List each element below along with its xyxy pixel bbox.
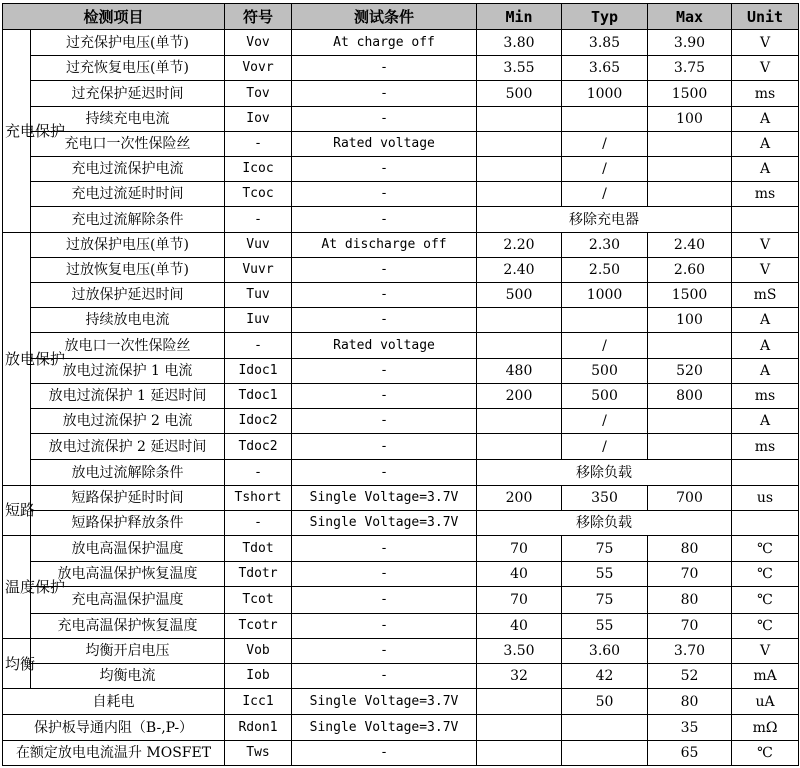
unit-cell: mΩ [732,715,799,740]
table-row [3,257,799,282]
item-name: 放电过流保护 1 电流 [31,358,225,383]
condition-cell: Single Voltage=3.7V [292,485,477,510]
symbol-cell: Tws [225,740,292,765]
max-cell [648,157,732,182]
typ-cell: 350 [562,485,648,510]
table-row [3,131,799,156]
condition-cell: Single Voltage=3.7V [292,689,477,715]
typ-cell: 3.85 [562,30,648,56]
table-row [3,613,799,638]
symbol-cell: Tov [225,81,292,106]
unit-cell [732,510,799,535]
typ-cell: / [562,131,648,156]
item-name: 放电过流保护 2 电流 [31,409,225,434]
symbol-cell: Vovr [225,56,292,81]
table-row [3,485,799,510]
item-name: 自耗电 [3,689,225,715]
max-cell: 80 [648,536,732,562]
condition-cell: - [292,157,477,182]
table-row [3,664,799,689]
typ-cell: 3.60 [562,638,648,663]
item-name: 过充恢复电压(单节) [31,56,225,81]
symbol-cell: Iov [225,106,292,131]
min-cell [477,106,562,131]
unit-cell: us [732,485,799,510]
symbol-cell: Idoc1 [225,358,292,383]
min-cell: 32 [477,664,562,689]
item-name: 过放恢复电压(单节) [31,257,225,282]
unit-cell: A [732,358,799,383]
symbol-cell: Tdotr [225,562,292,587]
min-cell [477,434,562,460]
unit-cell: ms [732,81,799,106]
symbol-cell: - [225,333,292,358]
min-cell: 2.40 [477,257,562,282]
group-label: 均衡 [3,638,31,688]
condition-cell: Rated voltage [292,131,477,156]
item-name: 放电高温保护恢复温度 [31,562,225,587]
group-label: 温度保护 [3,536,31,639]
header-row [3,4,799,30]
max-cell: 80 [648,689,732,715]
table-row [3,383,799,408]
max-cell [648,333,732,358]
min-cell: 500 [477,283,562,308]
unit-cell: ℃ [732,613,799,638]
typ-cell: 75 [562,587,648,613]
max-cell [648,131,732,156]
max-cell [648,409,732,434]
min-cell: 2.20 [477,232,562,257]
merged-value-cell: 移除充电器 [477,207,732,232]
unit-cell: uA [732,689,799,715]
max-cell: 800 [648,383,732,408]
max-cell: 100 [648,106,732,131]
condition-cell: Single Voltage=3.7V [292,510,477,535]
max-cell: 52 [648,664,732,689]
condition-cell: - [292,81,477,106]
group-label: 短路 [3,485,31,535]
symbol-cell: Tcot [225,587,292,613]
unit-cell: ms [732,182,799,207]
condition-cell: - [292,562,477,587]
condition-cell: - [292,207,477,232]
unit-cell: A [732,106,799,131]
condition-cell: - [292,434,477,460]
header-symbol: 符号 [225,4,292,30]
condition-cell: - [292,740,477,765]
max-cell: 65 [648,740,732,765]
condition-cell: - [292,308,477,333]
unit-cell: V [732,56,799,81]
unit-cell: A [732,131,799,156]
unit-cell: V [732,30,799,56]
min-cell: 70 [477,587,562,613]
min-cell: 480 [477,358,562,383]
table-row [3,434,799,460]
min-cell: 3.80 [477,30,562,56]
header-unit: Unit [732,4,799,30]
table-row [3,81,799,106]
symbol-cell: Iob [225,664,292,689]
symbol-cell: Vuv [225,232,292,257]
max-cell [648,182,732,207]
typ-cell: / [562,409,648,434]
typ-cell [562,740,648,765]
table-row [3,409,799,434]
unit-cell: mA [732,664,799,689]
symbol-cell: - [225,510,292,535]
table-row [3,715,799,740]
header-condition: 测试条件 [292,4,477,30]
item-name: 过充保护电压(单节) [31,30,225,56]
table-row [3,689,799,715]
table-row [3,510,799,535]
min-cell: 40 [477,613,562,638]
unit-cell: A [732,308,799,333]
condition-cell: - [292,664,477,689]
item-name: 过充保护延迟时间 [31,81,225,106]
spec-table-body [3,30,799,766]
symbol-cell: Tdoc2 [225,434,292,460]
table-row [3,56,799,81]
table-row [3,106,799,131]
typ-cell: 75 [562,536,648,562]
typ-cell: / [562,434,648,460]
typ-cell: 2.30 [562,232,648,257]
max-cell: 1500 [648,81,732,106]
item-name: 充电过流延时时间 [31,182,225,207]
table-row [3,182,799,207]
min-cell: 200 [477,383,562,408]
item-name: 放电口一次性保险丝 [31,333,225,358]
table-row [3,283,799,308]
max-cell: 70 [648,613,732,638]
typ-cell [562,715,648,740]
max-cell: 100 [648,308,732,333]
table-row [3,30,799,56]
table-row [3,358,799,383]
typ-cell: 2.50 [562,257,648,282]
unit-cell [732,207,799,232]
symbol-cell: - [225,207,292,232]
max-cell: 700 [648,485,732,510]
unit-cell: ℃ [732,740,799,765]
typ-cell [562,106,648,131]
unit-cell: mS [732,283,799,308]
min-cell: 3.55 [477,56,562,81]
typ-cell: 3.65 [562,56,648,81]
unit-cell: V [732,232,799,257]
condition-cell: At charge off [292,30,477,56]
typ-cell: 500 [562,358,648,383]
item-name: 放电过流保护 2 延迟时间 [31,434,225,460]
symbol-cell: - [225,131,292,156]
max-cell: 3.75 [648,56,732,81]
min-cell [477,409,562,434]
condition-cell: - [292,613,477,638]
unit-cell: A [732,157,799,182]
merged-value-cell: 移除负载 [477,460,732,485]
symbol-cell: Tuv [225,283,292,308]
condition-cell: At discharge off [292,232,477,257]
table-row [3,587,799,613]
header-max: Max [648,4,732,30]
item-name: 短路保护释放条件 [31,510,225,535]
condition-cell: - [292,257,477,282]
header-item: 检测项目 [3,4,225,30]
min-cell [477,157,562,182]
condition-cell: - [292,587,477,613]
typ-cell: 1000 [562,81,648,106]
item-name: 充电高温保护恢复温度 [31,613,225,638]
max-cell: 80 [648,587,732,613]
item-name: 过放保护电压(单节) [31,232,225,257]
max-cell: 3.70 [648,638,732,663]
min-cell: 3.50 [477,638,562,663]
item-name: 放电过流解除条件 [31,460,225,485]
symbol-cell: Icc1 [225,689,292,715]
unit-cell: V [732,638,799,663]
item-name: 充电过流解除条件 [31,207,225,232]
typ-cell: 1000 [562,283,648,308]
unit-cell [732,460,799,485]
symbol-cell: Tdot [225,536,292,562]
condition-cell: - [292,106,477,131]
max-cell: 3.90 [648,30,732,56]
item-name: 充电过流保护电流 [31,157,225,182]
max-cell: 2.40 [648,232,732,257]
table-row [3,157,799,182]
min-cell [477,715,562,740]
min-cell [477,131,562,156]
min-cell [477,182,562,207]
condition-cell: Rated voltage [292,333,477,358]
condition-cell: - [292,182,477,207]
min-cell [477,333,562,358]
condition-cell: - [292,358,477,383]
item-name: 保护板导通内阻（B-,P-） [3,715,225,740]
condition-cell: - [292,536,477,562]
table-row [3,207,799,232]
table-row [3,536,799,562]
item-name: 充电高温保护温度 [31,587,225,613]
symbol-cell: Tcotr [225,613,292,638]
condition-cell: - [292,638,477,663]
symbol-cell: Idoc2 [225,409,292,434]
min-cell [477,689,562,715]
min-cell [477,308,562,333]
symbol-cell: Vov [225,30,292,56]
typ-cell: 500 [562,383,648,408]
typ-cell: 50 [562,689,648,715]
typ-cell: 55 [562,562,648,587]
item-name: 放电过流保护 1 延迟时间 [31,383,225,408]
min-cell: 70 [477,536,562,562]
unit-cell: ms [732,383,799,408]
unit-cell: ℃ [732,562,799,587]
symbol-cell: Tdoc1 [225,383,292,408]
symbol-cell: Iuv [225,308,292,333]
header-min: Min [477,4,562,30]
condition-cell: - [292,56,477,81]
typ-cell: / [562,182,648,207]
min-cell: 200 [477,485,562,510]
unit-cell: ℃ [732,587,799,613]
symbol-cell: - [225,460,292,485]
item-name: 均衡电流 [31,664,225,689]
symbol-cell: Tshort [225,485,292,510]
typ-cell: / [562,333,648,358]
symbol-cell: Vob [225,638,292,663]
condition-cell: - [292,409,477,434]
typ-cell [562,308,648,333]
unit-cell: ℃ [732,536,799,562]
typ-cell: / [562,157,648,182]
condition-cell: - [292,383,477,408]
item-name: 放电高温保护温度 [31,536,225,562]
condition-cell: - [292,460,477,485]
group-label: 充电保护 [3,30,31,233]
table-row [3,740,799,765]
header-typ: Typ [562,4,648,30]
max-cell: 70 [648,562,732,587]
table-row [3,562,799,587]
item-name: 持续充电电流 [31,106,225,131]
symbol-cell: Icoc [225,157,292,182]
symbol-cell: Tcoc [225,182,292,207]
item-name: 短路保护延时时间 [31,485,225,510]
table-row [3,232,799,257]
min-cell [477,740,562,765]
unit-cell: A [732,409,799,434]
condition-cell: - [292,283,477,308]
max-cell: 2.60 [648,257,732,282]
min-cell: 40 [477,562,562,587]
item-name: 持续放电电流 [31,308,225,333]
spec-table [2,3,799,766]
table-row [3,333,799,358]
symbol-cell: Vuvr [225,257,292,282]
table-row [3,460,799,485]
condition-cell: Single Voltage=3.7V [292,715,477,740]
item-name: 在额定放电电流温升 MOSFET [3,740,225,765]
group-label: 放电保护 [3,232,31,485]
unit-cell: A [732,333,799,358]
typ-cell: 55 [562,613,648,638]
merged-value-cell: 移除负载 [477,510,732,535]
max-cell: 1500 [648,283,732,308]
unit-cell: ms [732,434,799,460]
item-name: 过放保护延迟时间 [31,283,225,308]
typ-cell: 42 [562,664,648,689]
symbol-cell: Rdon1 [225,715,292,740]
unit-cell: V [732,257,799,282]
table-row [3,308,799,333]
item-name: 充电口一次性保险丝 [31,131,225,156]
min-cell: 500 [477,81,562,106]
max-cell: 35 [648,715,732,740]
max-cell [648,434,732,460]
max-cell: 520 [648,358,732,383]
item-name: 均衡开启电压 [31,638,225,663]
table-row [3,638,799,663]
